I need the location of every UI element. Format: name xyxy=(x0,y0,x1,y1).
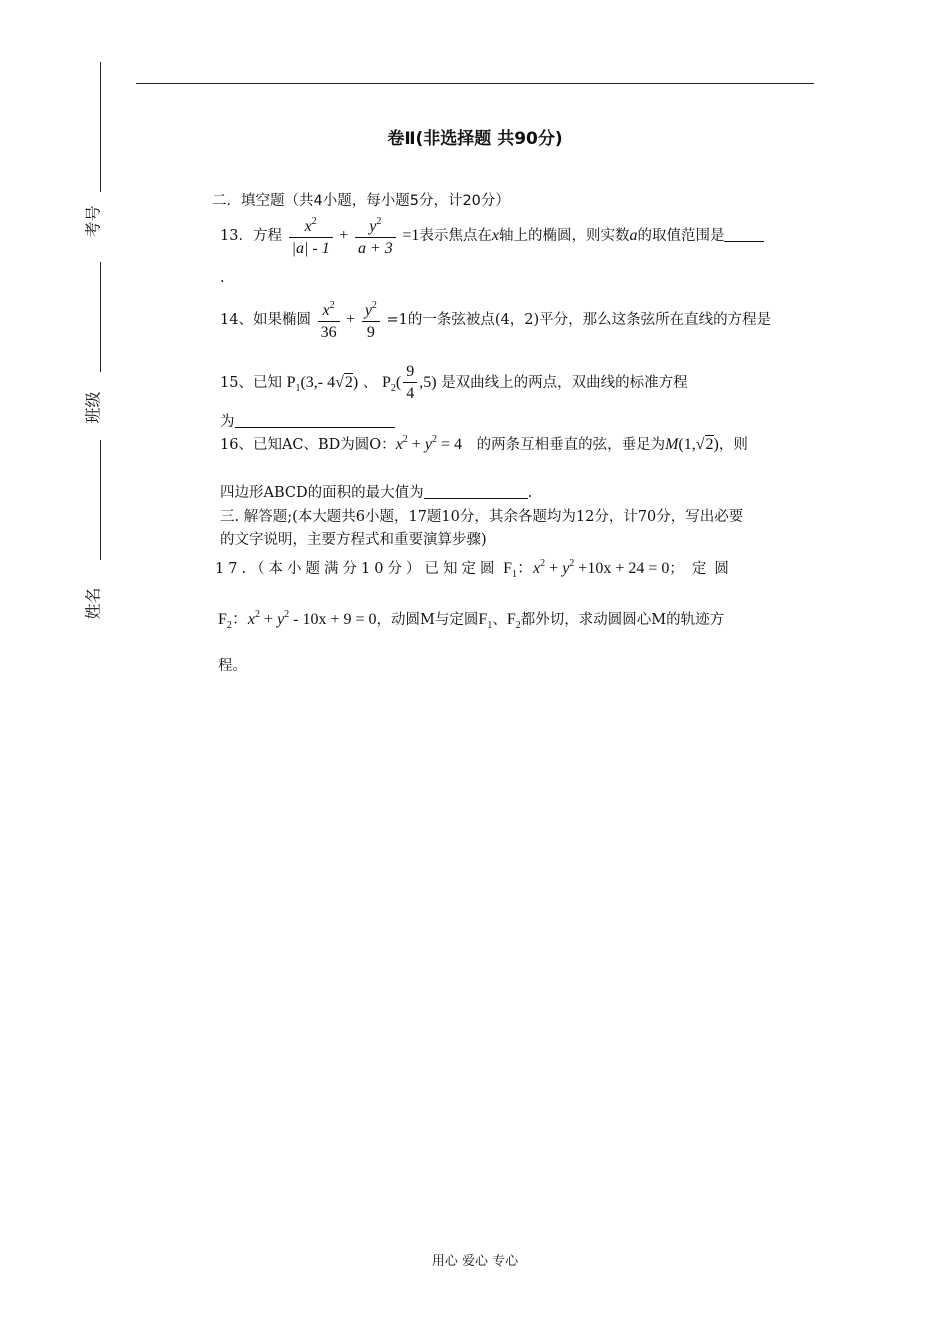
fill-in-heading: 二．填空题（共4小题，每小题5分，计20分） xyxy=(212,193,510,209)
q14-denominator-1: 36 xyxy=(320,324,337,341)
q14-denominator-2: 9 xyxy=(366,324,375,341)
q13-number: 13．方程 xyxy=(220,228,282,244)
q16-answer-blank[interactable] xyxy=(424,484,528,499)
q13-text-3: 的取值范围是 xyxy=(637,228,725,244)
q15-number: 15、已知 xyxy=(220,375,282,392)
paper-section-title: 卷Ⅱ(非选择题 共90分) xyxy=(387,129,563,149)
question-14 xyxy=(220,296,771,344)
q16-foot-point: M(1,√2) xyxy=(665,436,719,453)
name-label: 姓名 xyxy=(83,587,103,620)
q13-denominator-2: a + 3 xyxy=(357,240,393,257)
q15-separator: 、 xyxy=(362,375,378,392)
question-17 xyxy=(215,555,737,580)
q16-line-2-text: 四边形ABCD的面积的最大值为 xyxy=(220,485,424,501)
q13-dot: . xyxy=(220,270,225,286)
question-16 xyxy=(220,433,748,454)
class-label: 班级 xyxy=(83,391,103,424)
q15-text: 是双曲线上的两点，双曲线的标准方程 xyxy=(441,375,688,392)
q16-end: . xyxy=(527,485,533,501)
q13-equals: =1 xyxy=(402,227,420,244)
q14-number: 14、如果椭圆 xyxy=(220,312,311,328)
q14-text: =1的一条弦被点(4，2)平分，那么这条弦所在直线的方程是 xyxy=(386,312,772,328)
q17-circle-f1: $F_1$：$x^2 + y^2 +10x + 24 = 0$ xyxy=(503,558,670,580)
q17-semi: ；定圆 xyxy=(669,561,737,577)
q15-line-2 xyxy=(220,410,395,431)
q14-fraction-2: $\frac{y^2}{9}$ xyxy=(362,296,380,344)
q14-plus: + xyxy=(346,311,356,328)
q16-text-3: ，则 xyxy=(718,437,748,453)
q17-head: 17.（本小题满分10分）已知定圆 xyxy=(215,561,499,577)
q16-text-1: 16、已知AC、BD为圆O： xyxy=(220,437,396,453)
exam-number-label: 考号 xyxy=(83,205,103,238)
header-rule xyxy=(136,83,814,84)
q13-fraction-1: $\frac{x^2}{|a| - 1}$ xyxy=(289,212,333,260)
page-footer: 用心 爱心 专心 xyxy=(431,1254,519,1269)
q13-plus: + xyxy=(339,227,349,244)
q15-point-2: $P_2$( $\frac{9}{4}$ ,5) xyxy=(381,363,437,402)
q17-sep: 、 xyxy=(492,612,507,628)
q13-a-var: a xyxy=(629,227,638,244)
q13-text-1: 表示焦点在 xyxy=(419,228,492,244)
q16-text-2: 的两条互相垂直的弦，垂足为 xyxy=(476,437,666,453)
q13-x: x xyxy=(304,218,312,235)
q17-circle-f2: $F_2$：$x^2 + y^2 - 10x + 9 = 0$ xyxy=(218,609,377,631)
answer-section-line-1: 三. 解答题;(本大题共6小题，17题10分，其余各题均为12分，计70分，写出必要 xyxy=(220,509,744,525)
q13-y: y xyxy=(369,218,377,235)
q13-denominator-1: |a| - 1 xyxy=(291,240,330,257)
q16-line-2 xyxy=(220,481,532,502)
question-13 xyxy=(220,212,764,260)
q17-text-1: ，动圆M与定圆 xyxy=(376,612,479,628)
q15-point-1: $P_1(3,-$ 4√2) xyxy=(286,374,359,395)
q13-fraction-2: $\frac{y^2}{a + 3}$ xyxy=(355,212,396,260)
q13-answer-blank[interactable] xyxy=(724,227,764,242)
q15-answer-blank[interactable] xyxy=(235,413,395,428)
q17-line-2 xyxy=(218,606,724,631)
q17-text-2: 都外切，求动圆圆心M的轨迹方 xyxy=(520,612,725,628)
q14-fraction-1: $\frac{x^2}{36}$ xyxy=(318,296,340,344)
q17-line-3: 程。 xyxy=(218,658,247,674)
q17-f2-ref: $F_2$ xyxy=(506,611,521,631)
question-15 xyxy=(220,362,688,405)
q13-x-var: x xyxy=(491,227,499,244)
q15-line-2-text: 为 xyxy=(220,414,235,430)
margin-line-mid1 xyxy=(100,262,101,372)
q16-equation: $x^2 + y^2 = 4$ xyxy=(395,434,462,453)
q13-text-2: 轴上的椭圆，则实数 xyxy=(498,228,630,244)
answer-section-line-2: 的文字说明，主要方程式和重要演算步骤) xyxy=(220,532,487,548)
margin-line-mid2 xyxy=(100,440,101,560)
q17-f1-ref: $F_1$ xyxy=(478,611,493,631)
